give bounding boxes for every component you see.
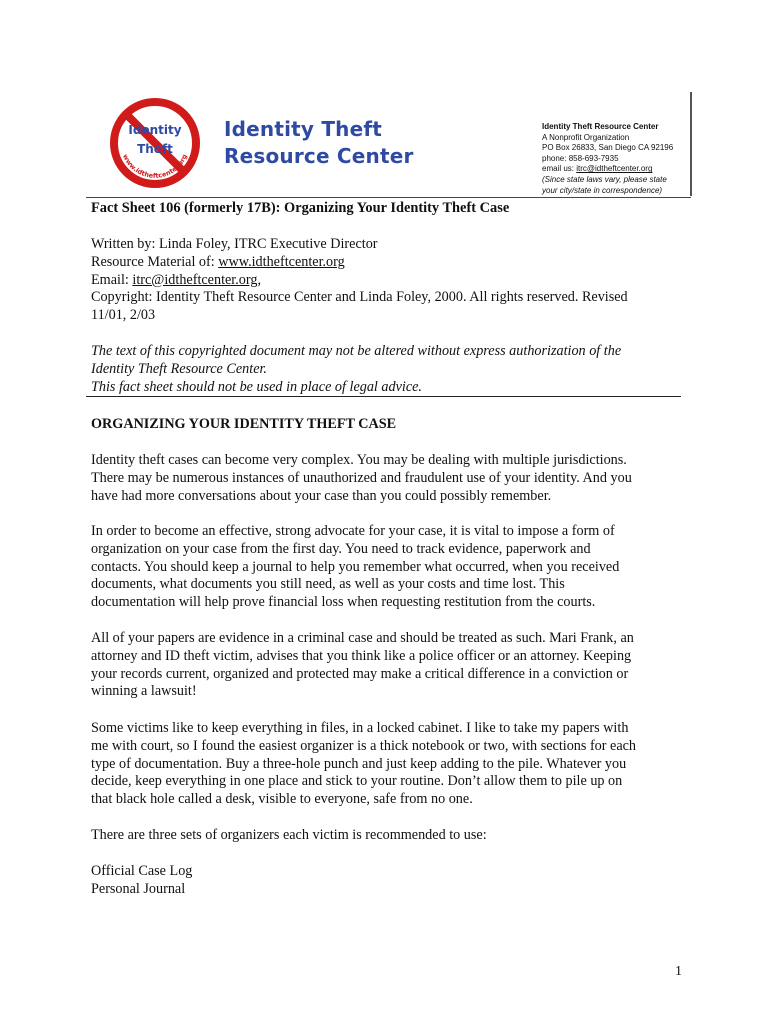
resource-link[interactable]: www.idtheftcenter.org: [218, 253, 345, 270]
page-number: 1: [675, 964, 682, 979]
email-label: Email:: [91, 271, 133, 288]
paragraph-1: [91, 452, 683, 505]
list-item: Personal Journal: [91, 880, 186, 897]
contact-line-1: A Nonprofit Organization: [542, 132, 630, 142]
logo-word-theft: Theft: [137, 142, 173, 156]
written-by: Written by: Linda Foley, ITRC Executive Director: [91, 236, 378, 252]
organizer-list: [91, 863, 683, 899]
contact-email-row: [542, 164, 673, 175]
paragraph-line: In order to become an effective, strong advocate for your case, it is vital to impose a form of: [91, 523, 615, 539]
copyright-line-2: 11/01, 2/03: [91, 307, 156, 324]
email-row: [91, 272, 683, 290]
paragraph-line: me with court, so I found the easiest organizer is a thick notebook or two, with sections for each: [91, 737, 637, 754]
copyright-notice: [91, 343, 683, 396]
contact-email-link[interactable]: itrc@idtheftcenter.org: [576, 164, 653, 174]
paragraph-5: There are three sets of organizers each victim is recommended to use:: [91, 827, 487, 843]
paragraph-line: attorney and ID theft victim, advises that you think like a police officer or an attorney. Keeping: [91, 647, 632, 664]
paragraph-line: Identity theft cases can become very complex. You may be dealing with multiple jurisdictions.: [91, 452, 627, 468]
paragraph-line: have had more conversations about your case than you could possibly remember.: [91, 487, 552, 504]
copyright-line-1: Copyright: Identity Theft Resource Center and Linda Foley, 2000. All rights reserved. Revised: [91, 289, 628, 306]
paragraph-line: your records current, organized and protected may make a critical difference in a conviction or: [91, 665, 629, 682]
logo-arc-url: www.idtheftcenter.org: [121, 152, 189, 180]
paragraph-line: that black hole called a desk, visible to everyone, safe from no one.: [91, 791, 473, 808]
contact-block: [542, 122, 673, 196]
email-suffix: ,: [257, 271, 261, 288]
brand-wordmark: [224, 116, 414, 170]
paragraph-4: [91, 720, 683, 809]
paragraph-line: winning a lawsuit!: [91, 683, 197, 700]
contact-org: Identity Theft Resource Center: [542, 122, 659, 131]
notice-line-1: The text of this copyrighted document may not be altered without express authorization of the: [91, 343, 622, 359]
paragraph-line: documents, what documents you still need, as well as your costs and time lost. This: [91, 576, 565, 593]
contact-email-label: email us:: [542, 164, 577, 174]
paragraph-line: Some victims like to keep everything in files, in a locked cabinet. I like to take my papers with: [91, 720, 629, 736]
resource-label: Resource Material of:: [91, 253, 219, 270]
contact-line-2: PO Box 26833, San Diego CA 92196: [542, 143, 674, 153]
paragraph-line: type of documentation. Buy a three-hole punch and just keep adding to the pile. Whatever you: [91, 755, 627, 772]
contact-line-3: phone: 858-693-7935: [542, 153, 619, 163]
paragraph-2: [91, 523, 683, 612]
paragraph-line: contacts. You should keep a journal to help you remember what occurred, when you received: [91, 558, 620, 575]
notice-line-2: Identity Theft Resource Center.: [91, 360, 267, 377]
list-item: Official Case Log: [91, 863, 193, 879]
header-rule: [86, 197, 691, 198]
logo-word-identity: Identity: [128, 123, 182, 137]
paragraph-line: decide, keep everything in one place and stick to your routine. Don’t allow them to pile up on: [91, 773, 623, 790]
itrc-logo: [108, 96, 202, 190]
contact-note-2: your city/state in correspondence): [542, 185, 663, 195]
paragraph-line: documentation will help prove financial loss when requesting restitution from the courts.: [91, 594, 596, 611]
paragraph-line: There may be numerous instances of unauthorized and fraudulent use of your identity. And you: [91, 469, 632, 486]
email-link[interactable]: itrc@idtheftcenter.org: [132, 271, 258, 288]
paragraph-line: organization on your case from the first day. You need to track evidence, paperwork and: [91, 540, 591, 557]
notice-rule: [86, 396, 681, 397]
header-vertical-rule: [690, 92, 692, 196]
section-heading: ORGANIZING YOUR IDENTITY THEFT CASE: [91, 416, 397, 432]
notice-line-3: This fact sheet should not be used in place of legal advice.: [91, 378, 422, 395]
contact-note-1: (Since state laws vary, please state: [542, 174, 667, 184]
brand-line-1: Identity Theft: [224, 117, 383, 141]
paragraph-3: [91, 630, 683, 701]
document-meta: [91, 236, 683, 325]
paragraph-line: All of your papers are evidence in a criminal case and should be treated as such. Mari Frank, an: [91, 630, 634, 646]
brand-line-2: Resource Center: [224, 144, 414, 168]
resource-row: [91, 254, 683, 272]
fact-sheet-title: Fact Sheet 106 (formerly 17B): Organizing Your Identity Theft Case: [91, 200, 510, 216]
